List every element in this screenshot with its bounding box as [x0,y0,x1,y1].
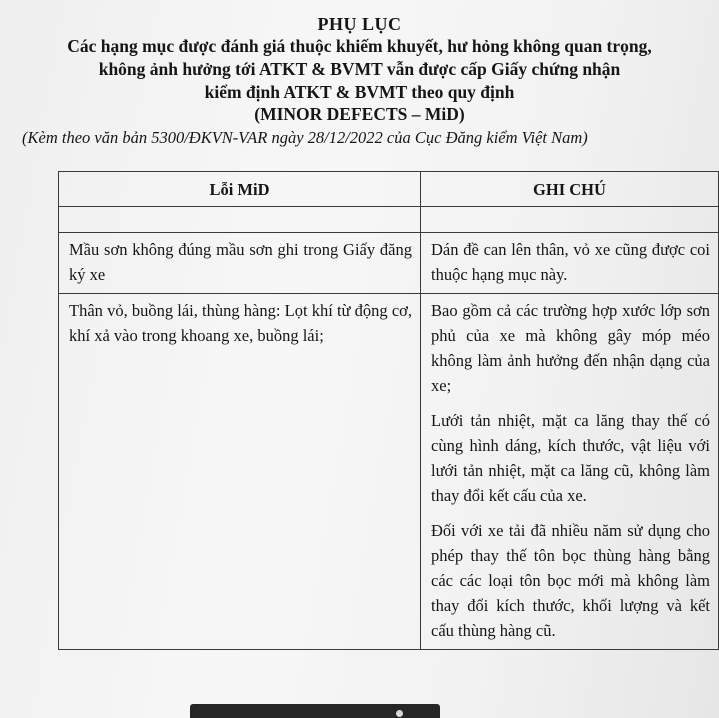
heading-line-4: (MINOR DEFECTS – MiD) [254,104,465,124]
appendix-title: PHỤ LỤC [317,14,402,34]
heading-line-3: kiểm định ATKT & BVMT theo quy định [204,82,515,102]
column-header-notes: GHI CHÚ [421,172,719,207]
table-header-row [59,172,719,207]
document-subtitle: (Kèm theo văn bản 5300/ĐKVN-VAR ngày 28/12/2022 của Cục Đăng kiểm Việt Nam) [22,128,588,147]
heading-line-1: Các hạng mục được đánh giá thuộc khiếm khuyết, hư hỏng không quan trọng, [67,36,652,56]
note-paragraph: Lưới tản nhiệt, mặt ca lăng thay thế có cùng hình dáng, kích thước, vật liệu với lưới tản nhiệt, mặt ca lăng cũ, không làm thay đổi kết cấu của xe. [431,411,710,505]
toolbar-dot-icon [396,710,403,717]
note-paragraph: Dán đề can lên thân, vỏ xe cũng được coi thuộc hạng mục này. [431,240,710,284]
defects-table [58,171,719,650]
table-row [59,233,719,294]
table-cell [421,207,719,233]
defect-cell: Mầu sơn không đúng mầu sơn ghi trong Giấy đăng ký xe [59,233,421,294]
heading-line-2: không ảnh hưởng tới ATKT & BVMT vẫn được cấp Giấy chứng nhận [98,59,621,79]
defect-cell: Thân vỏ, buồng lái, thùng hàng: Lọt khí từ động cơ, khí xả vào trong khoang xe, buồng lái; [59,294,421,650]
table-cell [59,207,421,233]
notes-cell [421,294,719,650]
table-row [59,294,719,650]
note-paragraph: Đối với xe tải đã nhiều năm sử dụng cho phép thay thế tôn bọc thùng hàng bằng các các loại tôn bọc mới mà không làm thay đổi kích thước, khối lượng và kết cấu thùng hàng cũ. [431,521,710,640]
column-header-defect: Lỗi MiD [59,172,421,207]
notes-cell [421,233,719,294]
table-row-empty [59,207,719,233]
note-paragraph: Bao gồm cả các trường hợp xước lớp sơn phủ của xe mà không gây móp méo không làm ảnh hưởng đến nhận dạng của xe; [431,301,710,395]
